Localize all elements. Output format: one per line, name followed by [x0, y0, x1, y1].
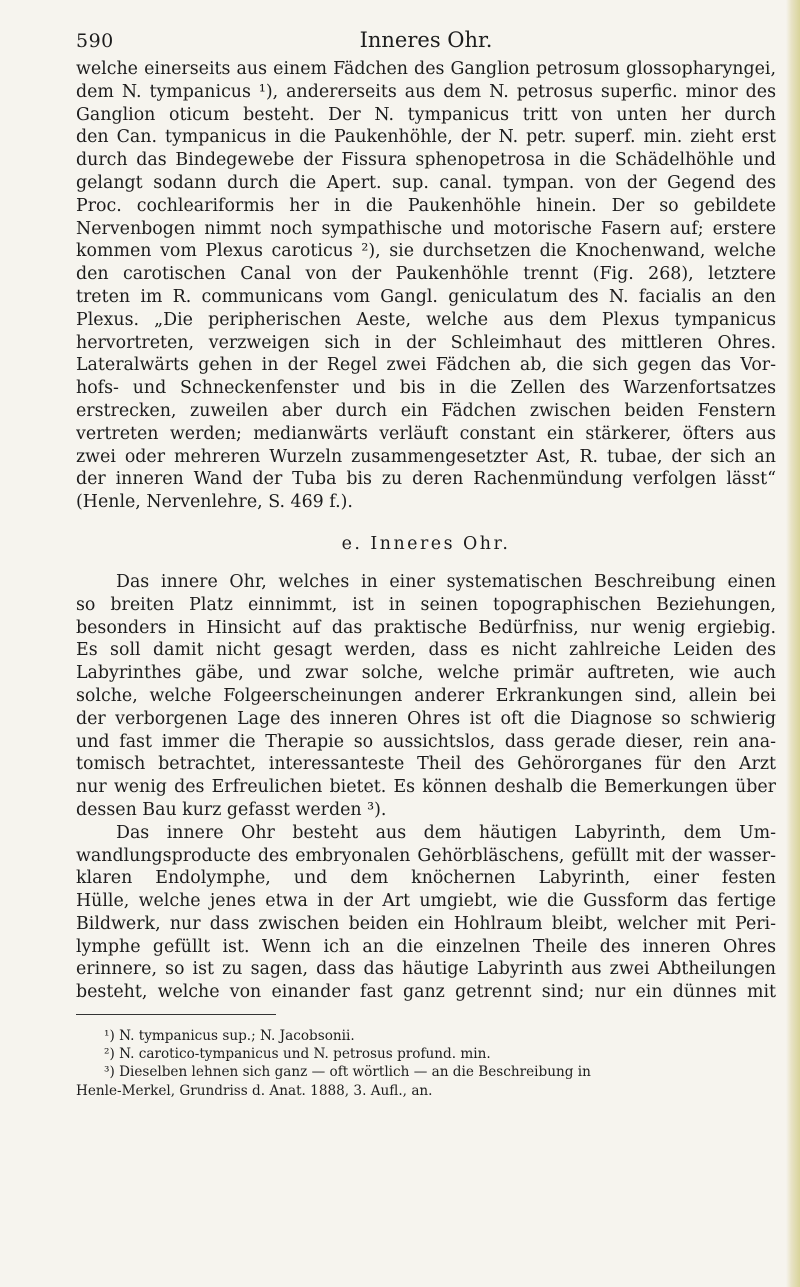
text-line: gelangt sodann durch die Apert. sup. canal. tympan. von der Gegend des [76, 172, 776, 193]
page-header [76, 14, 776, 58]
book-page [76, 14, 776, 1100]
paragraph-1 [76, 58, 776, 514]
footnote-3-continued: Henle-Merkel, Grundriss d. Anat. 1888, 3. Aufl., an. [76, 1082, 433, 1099]
text-line: Proc. cochleariformis her in die Paukenhöhle hinein. Der so gebildete [76, 195, 776, 216]
text-line: solche, welche Folgeerscheinungen anderer Erkrankungen sind, allein bei [76, 685, 776, 706]
text-line: treten im R. communicans vom Gangl. geniculatum des N. facialis an den [76, 286, 776, 307]
text-line: der inneren Wand der Tuba bis zu deren Rachenmündung verfolgen lässt“ [76, 469, 776, 490]
text-line: (Henle, Nervenlehre, S. 469 f.). [76, 492, 353, 513]
paragraph-2 [76, 571, 776, 822]
section-title: e. Inneres Ohr. [341, 533, 511, 554]
text-line: Das innere Ohr besteht aus dem häutigen Labyrinth, dem Um- [116, 822, 776, 843]
paragraph-3 [76, 822, 776, 1004]
text-line: klaren Endolymphe, und dem knöchernen Labyrinth, einer festen [76, 868, 776, 889]
text-line: Hülle, welche jenes etwa in der Art umgiebt, wie die Gussform das fertige [76, 891, 776, 912]
text-line: den Can. tympanicus in die Paukenhöhle, der N. petr. superf. min. zieht erst [76, 127, 776, 148]
text-line: Nervenbogen nimmt noch sympathische und motorische Fasern auf; erstere [76, 218, 776, 239]
text-line: nur wenig des Erfreulichen bietet. Es können deshalb die Bemerkungen über [76, 777, 776, 798]
text-line: besteht, welche von einander fast ganz getrennt sind; nur ein dünnes mit [76, 982, 776, 1003]
text-line: Labyrinthes gäbe, und zwar solche, welche primär auftreten, wie auch [76, 663, 776, 684]
text-line: hofs- und Schneckenfenster und bis in die Zellen des Warzenfortsatzes [76, 378, 776, 399]
text-line: wandlungsproducte des embryonalen Gehörbläschens, gefüllt mit der wasser- [76, 845, 776, 866]
text-line: Plexus. „Die peripherischen Aeste, welche aus dem Plexus tympanicus [76, 309, 776, 330]
page-edge-shadow [786, 0, 800, 1287]
page-number: 590 [76, 30, 114, 52]
text-line: so breiten Platz einnimmt, ist in seinen topographischen Beziehungen, [76, 594, 776, 615]
text-line: der verborgenen Lage des inneren Ohres ist oft die Diagnose so schwierig [76, 708, 776, 729]
text-line: durch das Bindegewebe der Fissura sphenopetrosa in die Schädelhöhle und [76, 150, 776, 171]
text-line: Bildwerk, nur dass zwischen beiden ein Hohlraum bleibt, welcher mit Peri- [76, 913, 776, 934]
text-line: und fast immer die Therapie so aussichtslos, dass gerade dieser, rein ana- [76, 731, 776, 752]
footnotes [76, 1027, 776, 1100]
text-line: vertreten werden; medianwärts verläuft constant ein stärkerer, öfters aus [76, 423, 776, 444]
text-line: besonders in Hinsicht auf das praktische Bedürfniss, nur wenig ergiebig. [76, 617, 776, 638]
text-line: Ganglion oticum besteht. Der N. tympanicus tritt von unten her durch [76, 104, 776, 125]
running-head: Inneres Ohr. [359, 28, 493, 52]
text-line: zwei oder mehreren Wurzeln zusammengesetzter Ast, R. tubae, der sich an [76, 446, 776, 467]
text-line: tomisch betrachtet, interessanteste Theil des Gehörorganes für den Arzt [76, 754, 776, 775]
text-line: erinnere, so ist zu sagen, dass das häutige Labyrinth aus zwei Abtheilungen [76, 959, 776, 980]
text-line: Lateralwärts gehen in der Regel zwei Fädchen ab, die sich gegen das Vor- [76, 355, 776, 376]
text-line: erstrecken, zuweilen aber durch ein Fädchen zwischen beiden Fenstern [76, 400, 776, 421]
footnote-3: ³) Dieselben lehnen sich ganz — oft wörtlich — an die Beschreibung in [104, 1064, 591, 1081]
text-line: Das innere Ohr, welches in einer systematischen Beschreibung einen [116, 571, 776, 592]
text-line: Es soll damit nicht gesagt werden, dass es nicht zahlreiche Leiden des [76, 640, 776, 661]
text-line: hervortreten, verzweigen sich in der Schleimhaut des mittleren Ohres. [76, 332, 776, 353]
text-line: welche einerseits aus einem Fädchen des Ganglion petrosum glossopharyngei, [76, 59, 776, 79]
text-line: dessen Bau kurz gefasst werden ³). [76, 799, 387, 820]
footnote-divider [76, 1014, 276, 1015]
text-line: dem N. tympanicus ¹), andererseits aus dem N. petrosus superfic. minor des [76, 81, 776, 102]
footnote-1: ¹) N. tympanicus sup.; N. Jacobsonii. [104, 1028, 355, 1045]
text-line: den carotischen Canal von der Paukenhöhle trennt (Fig. 268), letztere [76, 264, 776, 285]
footnote-2: ²) N. carotico-tympanicus und N. petrosus profund. min. [104, 1046, 491, 1063]
text-line: kommen vom Plexus caroticus ²), sie durchsetzen die Knochenwand, welche [76, 241, 776, 262]
text-line: lymphe gefüllt ist. Wenn ich an die einzelnen Theile des inneren Ohres [76, 936, 776, 957]
